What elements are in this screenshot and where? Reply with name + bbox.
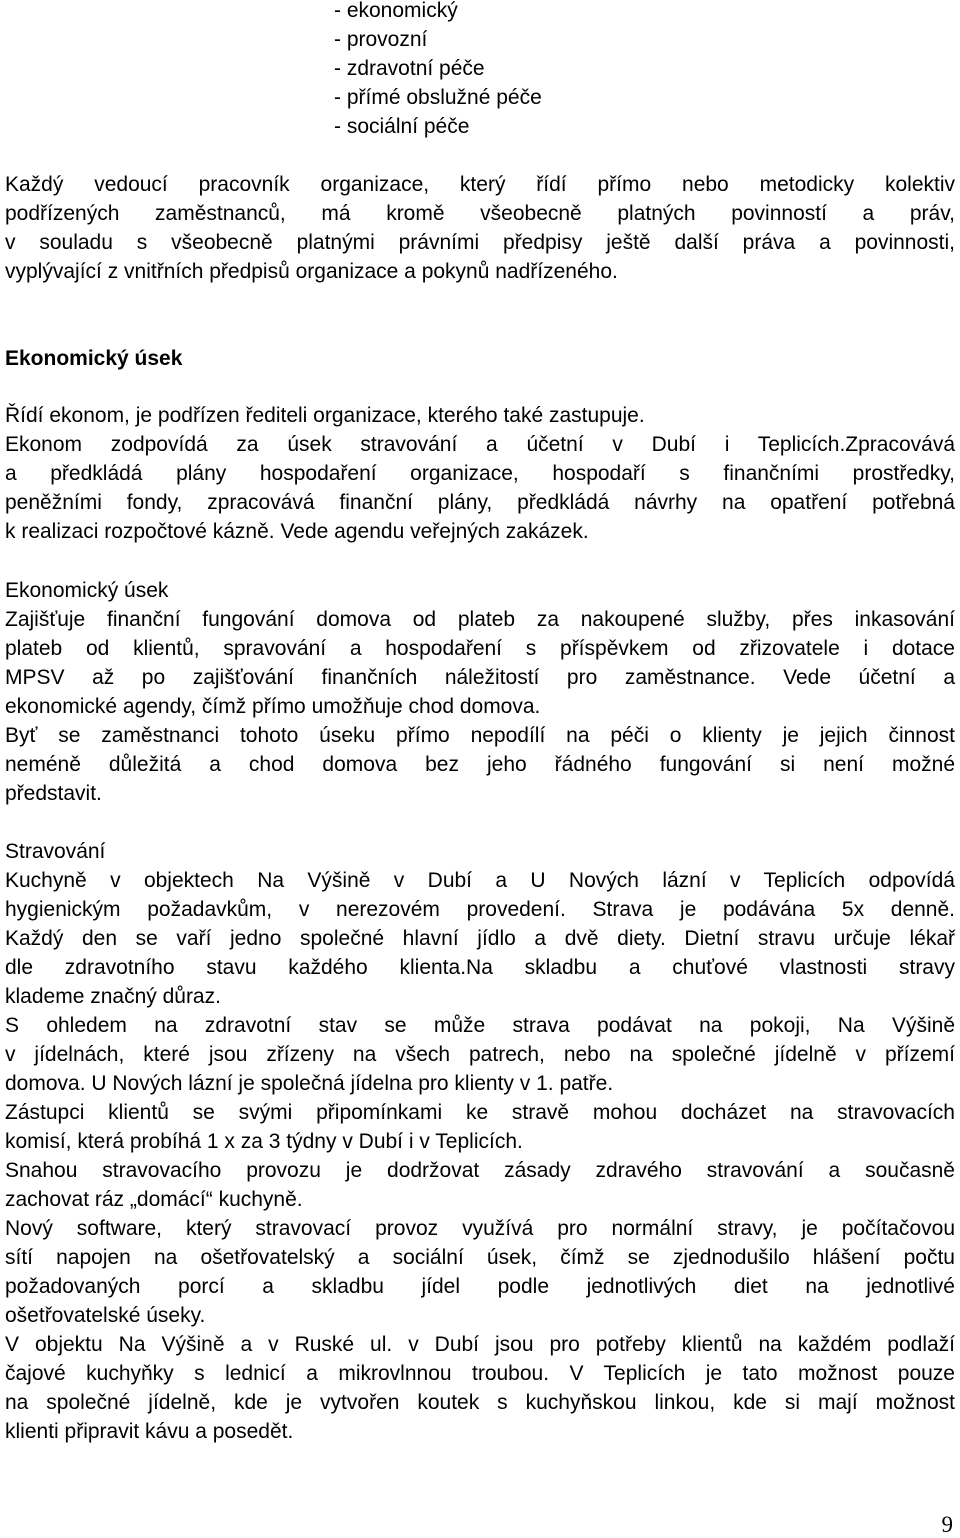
text-line: MPSV až po zajišťování finančních náležitostí pro zaměstnance. Vede účetní a bbox=[5, 666, 955, 689]
intro-paragraph bbox=[5, 170, 955, 286]
text-line: k realizaci rozpočtové kázně. Vede agendu veřejných zakázek. bbox=[5, 520, 589, 543]
text-line: v jídelnách, které jsou zřízeny na všech patrech, nebo na společné jídelně v přízemí bbox=[5, 1043, 955, 1066]
text-line: ekonomické agendy, čímž přímo umožňuje chod domova. bbox=[5, 695, 541, 718]
text-line: čajové kuchyňky s lednicí a mikrovlnnou troubou. V Teplicích je tato možnost pouze bbox=[5, 1362, 955, 1385]
list-item: - sociální péče bbox=[334, 115, 470, 138]
text-line: Ekonom zodpovídá za úsek stravování a účetní v Dubí i Teplicích.Zpracovává bbox=[5, 433, 955, 456]
list-item: - provozní bbox=[334, 28, 428, 51]
text-line: S ohledem na zdravotní stav se může strava podávat na pokoji, Na Výšině bbox=[5, 1014, 955, 1037]
text-line: klienti připravit kávu a posedět. bbox=[5, 1420, 294, 1443]
text-line: Zajišťuje finanční fungování domova od plateb za nakoupené služby, přes inkasování bbox=[5, 608, 955, 631]
text-line: na společné jídelně, kde je vytvořen koutek s kuchyňskou linkou, kde si mají možnost bbox=[5, 1391, 955, 1414]
text-line: Řídí ekonom, je podřízen řediteli organizace, kterého také zastupuje. bbox=[5, 404, 645, 427]
text-line: Snahou stravovacího provozu je dodržovat zásady zdravého stravování a současně bbox=[5, 1159, 955, 1182]
text-line: a předkládá plány hospodaření organizace, hospodaří s finančními prostředky, bbox=[5, 462, 955, 485]
section-ekonomicky-usek-2 bbox=[5, 576, 955, 808]
section-ekonomicky-body bbox=[5, 401, 955, 546]
section-subheading: Ekonomický úsek bbox=[5, 579, 169, 602]
list-item: - přímé obslužné péče bbox=[334, 86, 542, 109]
text-line: vyplývající z vnitřních předpisů organizace a pokynů nadřízeného. bbox=[5, 260, 618, 283]
text-line: neméně důležitá a chod domova bez jeho řádného fungování si není možné bbox=[5, 753, 955, 776]
text-line: V objektu Na Výšině a v Ruské ul. v Dubí jsou pro potřeby klientů na každém podlaží bbox=[5, 1333, 955, 1356]
text-line: Zástupci klientů se svými připomínkami ke stravě mohou docházet na stravovacích bbox=[5, 1101, 955, 1124]
text-line: v souladu s všeobecně platnými právními předpisy ještě další práva a povinnosti, bbox=[5, 231, 955, 254]
page-number: 9 bbox=[941, 1512, 953, 1537]
department-list bbox=[334, 0, 542, 141]
text-line: Kuchyně v objektech Na Výšině v Dubí a U Nových lázní v Teplicích odpovídá bbox=[5, 869, 955, 892]
text-line: komisí, která probíhá 1 x za 3 týdny v Dubí i v Teplicích. bbox=[5, 1130, 523, 1153]
text-line: peněžními fondy, zpracovává finanční plány, předkládá návrhy na opatření potřebná bbox=[5, 491, 955, 514]
section-ekonomicky-usek bbox=[5, 344, 955, 373]
list-item: - ekonomický bbox=[334, 0, 458, 22]
section-stravovani bbox=[5, 837, 955, 1446]
section-heading: Ekonomický úsek bbox=[5, 347, 183, 370]
text-line: zachovat ráz „domácí“ kuchyně. bbox=[5, 1188, 303, 1211]
text-line: dle zdravotního stavu každého klienta.Na skladbu a chuťové vlastnosti stravy bbox=[5, 956, 955, 979]
text-line: ošetřovatelské úseky. bbox=[5, 1304, 206, 1327]
section-subheading: Stravování bbox=[5, 840, 106, 863]
text-line: hygienickým požadavkům, v nerezovém provedení. Strava je podávána 5x denně. bbox=[5, 898, 955, 921]
text-line: klademe značný důraz. bbox=[5, 985, 221, 1008]
text-line: podřízených zaměstnanců, má kromě všeobecně platných povinností a práv, bbox=[5, 202, 955, 225]
text-line: Každý den se vaří jedno společné hlavní jídlo a dvě diety. Dietní stravu určuje lékař bbox=[5, 927, 955, 950]
text-line: Nový software, který stravovací provoz využívá pro normální stravy, je počítačovou bbox=[5, 1217, 955, 1240]
text-line: požadovaných porcí a skladbu jídel podle jednotlivých diet na jednotlivé bbox=[5, 1275, 955, 1298]
text-line: představit. bbox=[5, 782, 102, 805]
text-line: Každý vedoucí pracovník organizace, který řídí přímo nebo metodicky kolektiv bbox=[5, 173, 955, 196]
text-line: plateb od klientů, spravování a hospodaření s příspěvkem od zřizovatele i dotace bbox=[5, 637, 955, 660]
list-item: - zdravotní péče bbox=[334, 57, 485, 80]
text-line: sítí napojen na ošetřovatelský a sociální úsek, čímž se zjednodušilo hlášení počtu bbox=[5, 1246, 955, 1269]
text-line: Byť se zaměstnanci tohoto úseku přímo nepodílí na péči o klienty je jejich činnost bbox=[5, 724, 955, 747]
text-line: domova. U Nových lázní je společná jídelna pro klienty v 1. patře. bbox=[5, 1072, 614, 1095]
